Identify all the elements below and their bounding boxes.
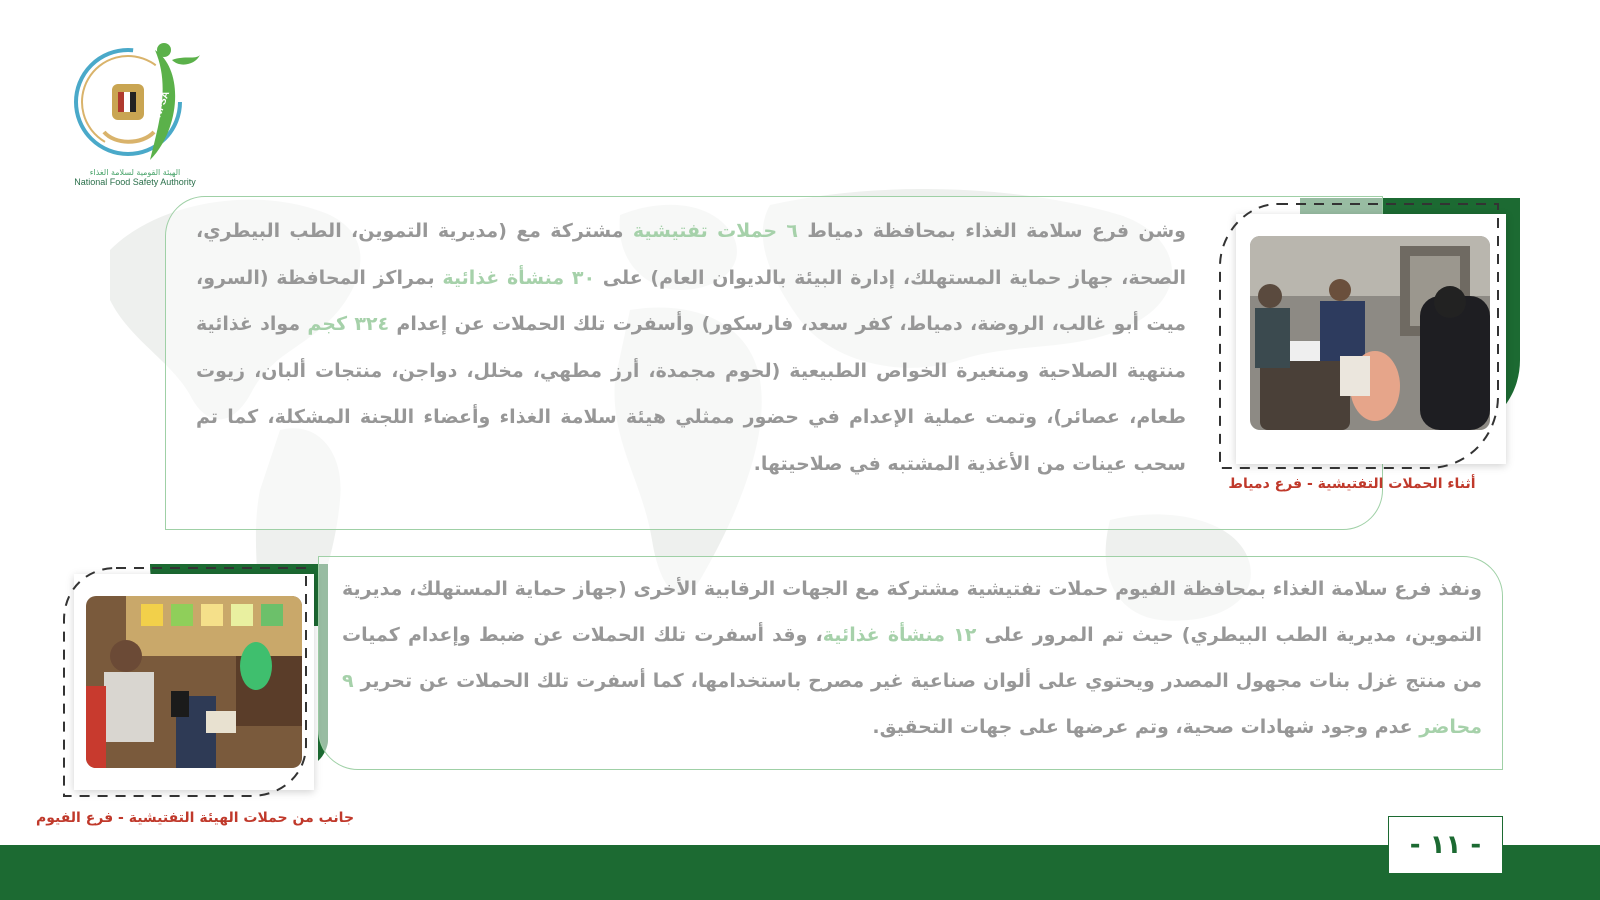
damietta-photo-caption: أثناء الحملات التفتيشية - فرع دمياط bbox=[1228, 476, 1476, 492]
page-number: - ١١ - bbox=[1388, 816, 1503, 874]
fayoum-photo-frame bbox=[74, 574, 314, 790]
damietta-photo-frame bbox=[1236, 214, 1506, 464]
damietta-text-box bbox=[165, 196, 1383, 530]
fayoum-photo-caption: جانب من حملات الهيئة التفتيشية - فرع الفيوم bbox=[35, 810, 355, 826]
fayoum-text-box bbox=[318, 556, 1503, 770]
footer-bar bbox=[0, 845, 1600, 900]
logo-caption bbox=[60, 168, 210, 187]
fayoum-inspection-photo bbox=[86, 596, 302, 768]
damietta-inspection-photo bbox=[1250, 236, 1490, 430]
logo-name-ar: الهيئة القومية لسلامة الغذاء bbox=[89, 168, 181, 177]
eagle-emblem-icon bbox=[104, 84, 154, 142]
svg-text:NFSA: NFSA bbox=[152, 89, 173, 120]
logo-name-en: National Food Safety Authority bbox=[74, 177, 196, 187]
